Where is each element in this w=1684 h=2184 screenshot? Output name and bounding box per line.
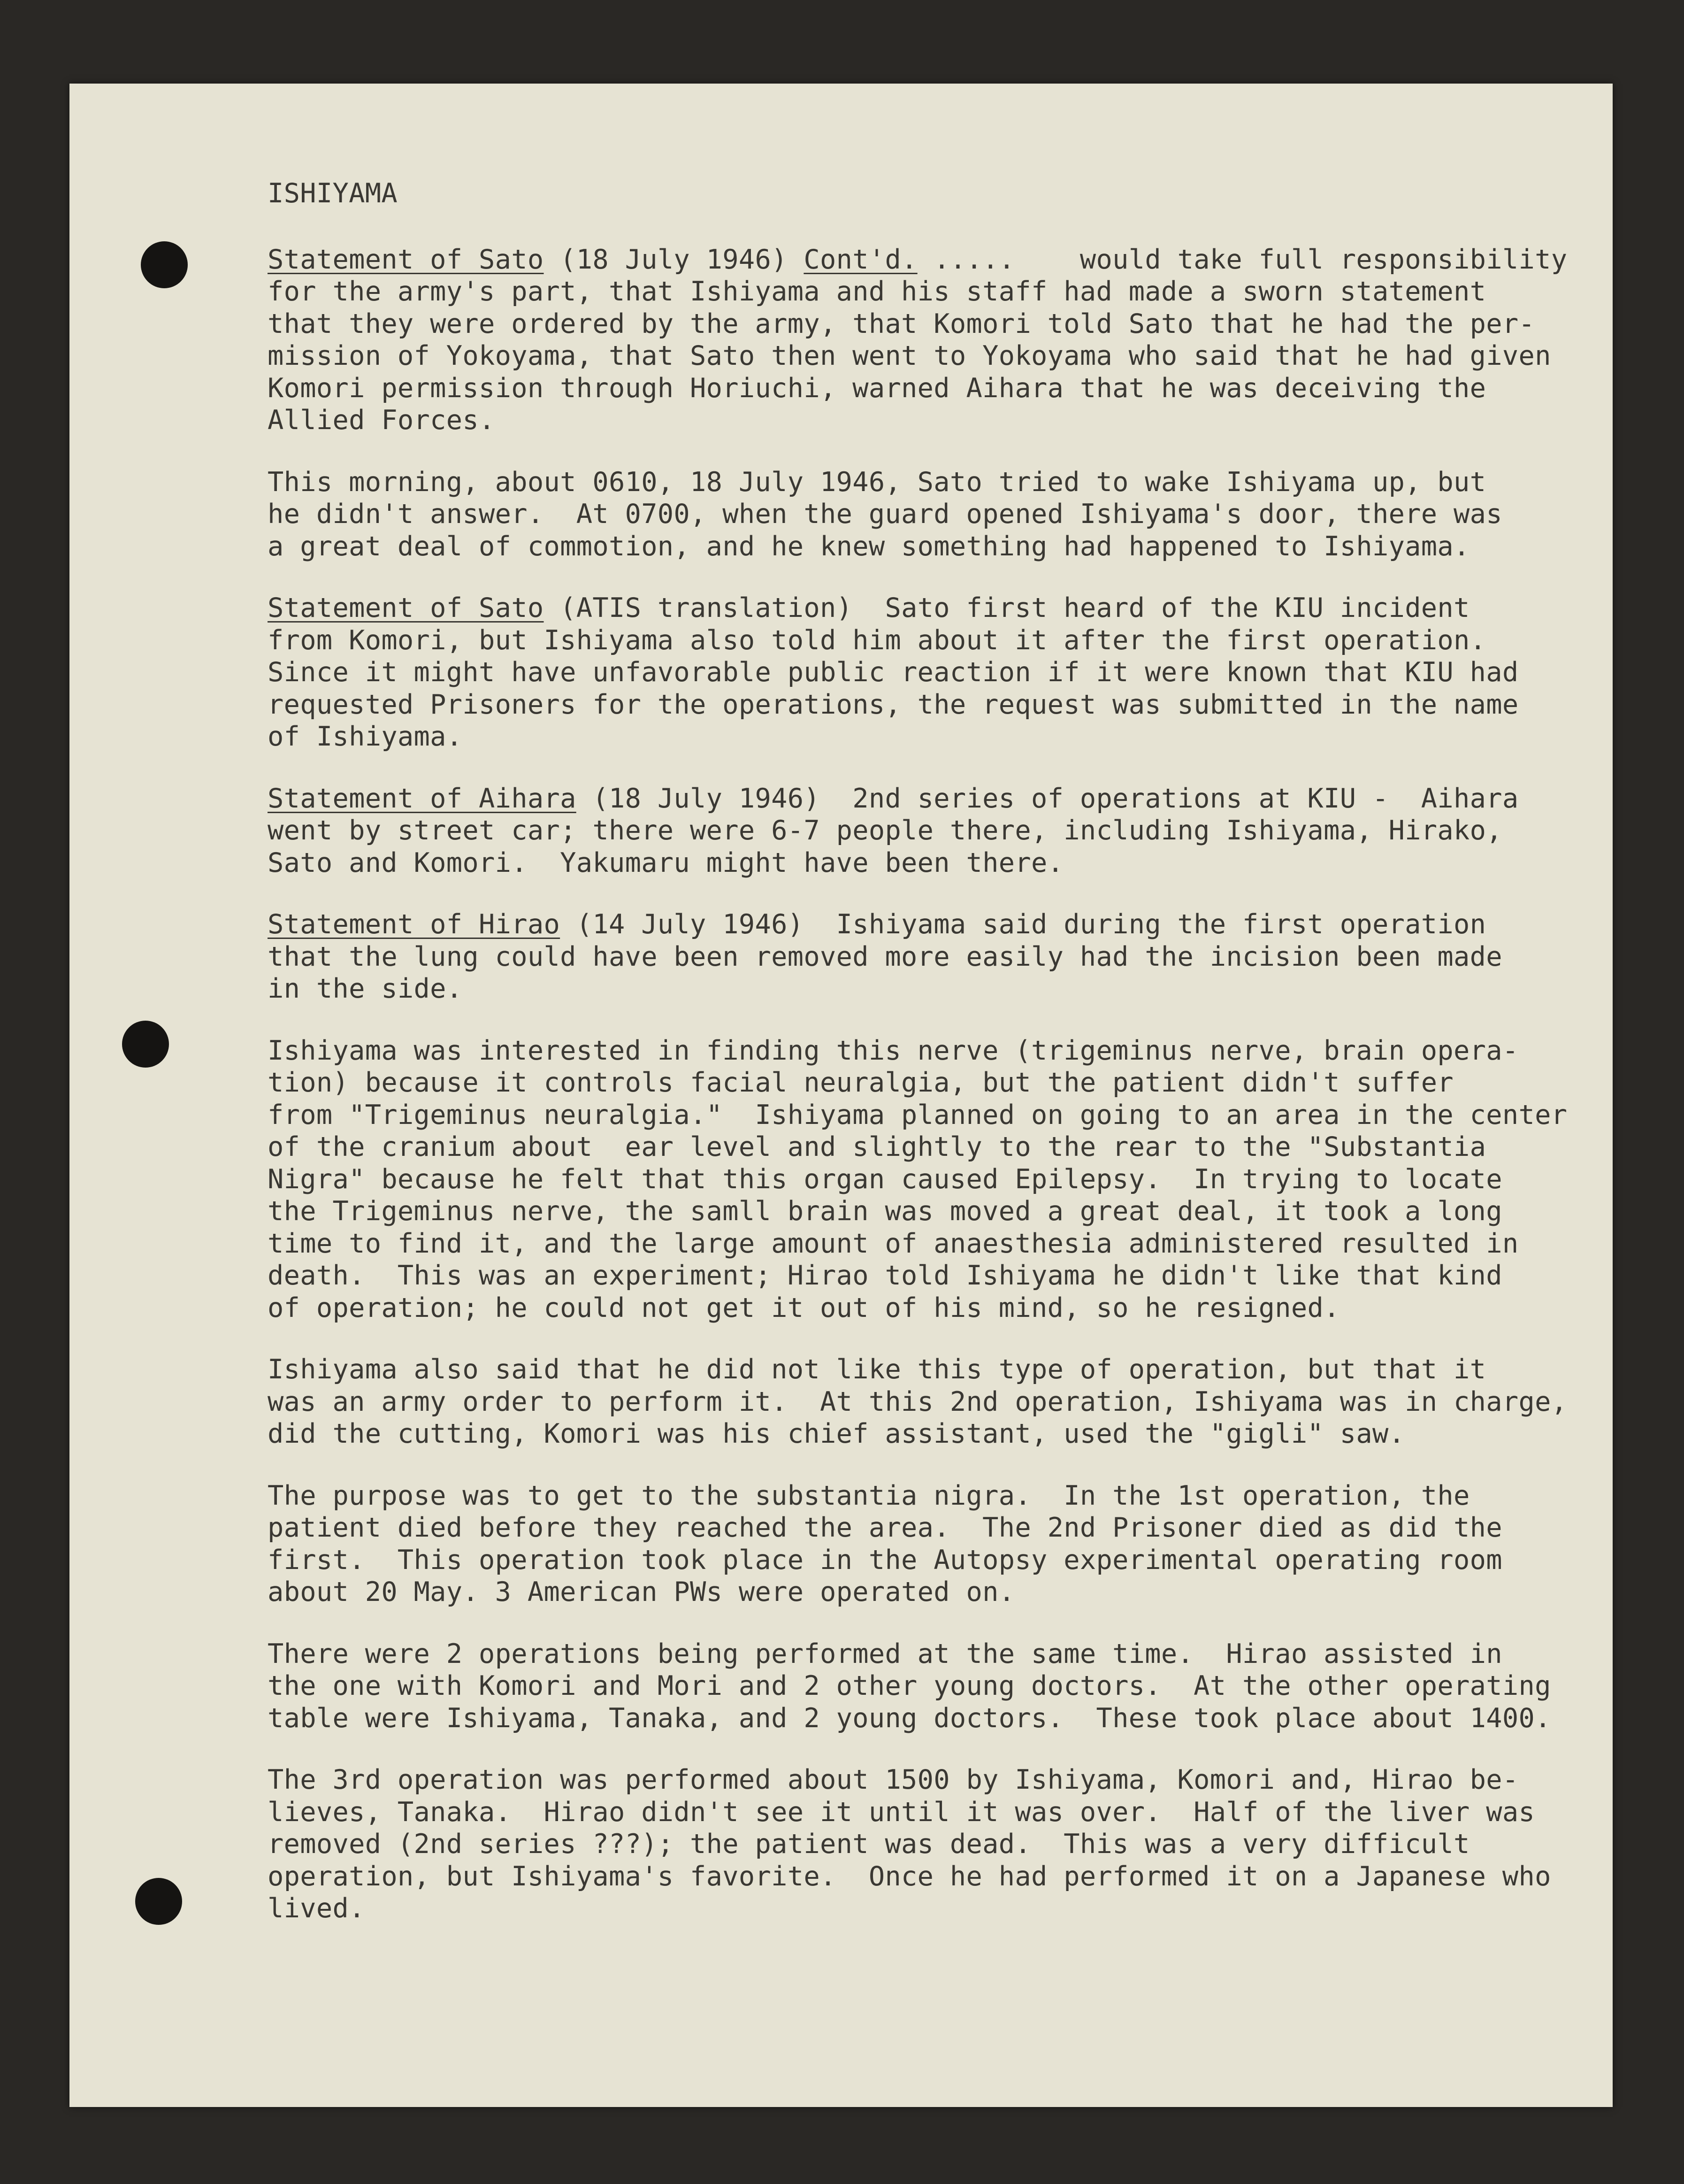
text-line <box>268 404 1629 437</box>
line-text: removed (2nd series ???); the patient was dead. This was a very difficult <box>268 1829 1470 1860</box>
text-line <box>268 276 1629 308</box>
line-text: was an army order to perform it. At this 2nd operation, Ishiyama was in charge, <box>268 1386 1568 1417</box>
line-text: the one with Komori and Mori and 2 other young doctors. At the other operating <box>268 1670 1551 1701</box>
statement-heading: Statement of Aihara <box>268 783 576 814</box>
statement-heading: Statement of Sato <box>268 592 544 623</box>
text-line <box>268 1418 1629 1450</box>
text-line <box>268 466 1629 499</box>
text-line <box>268 1638 1629 1670</box>
line-text: lived. <box>268 1893 365 1924</box>
line-text: death. This was an experiment; Hirao told Ishiyama he didn't like that kind <box>268 1260 1502 1291</box>
text-line <box>268 1386 1629 1418</box>
statement-heading: Statement of Sato <box>268 244 544 275</box>
line-text: Ishiyama also said that he did not like this type of operation, but that it <box>268 1354 1486 1385</box>
text-line <box>268 1764 1629 1796</box>
paragraph <box>268 908 1629 1005</box>
line-text: for the army's part, that Ishiyama and his staff had made a sworn statement <box>268 276 1486 307</box>
text-line <box>268 372 1629 405</box>
paragraph <box>268 244 1629 437</box>
line-text: Ishiyama was interested in finding this nerve (trigeminus nerve, brain opera- <box>268 1035 1519 1066</box>
line-text: went by street car; there were 6-7 people there, including Ishiyama, Hirako, <box>268 815 1502 846</box>
line-text: operation, but Ishiyama's favorite. Once he had performed it on a Japanese who <box>268 1861 1551 1892</box>
text-line <box>268 941 1629 973</box>
punch-hole-middle <box>122 1021 169 1068</box>
text-line <box>268 1353 1629 1386</box>
text-line <box>268 340 1629 372</box>
paragraph-list <box>268 244 1629 1925</box>
text-line <box>268 973 1629 1005</box>
text-line <box>268 498 1629 531</box>
line-text: first. This operation took place in the Autopsy experimental operating room <box>268 1544 1502 1576</box>
text-line <box>268 1228 1629 1260</box>
line-text: ..... would take full responsibility <box>917 244 1568 275</box>
paragraph <box>268 592 1629 753</box>
line-text: patient died before they reached the area. The 2nd Prisoner died as did the <box>268 1512 1502 1543</box>
text-line <box>268 1292 1629 1324</box>
line-text: did the cutting, Komori was his chief assistant, used the "gigli" saw. <box>268 1418 1405 1449</box>
punch-hole-bottom <box>135 1878 182 1925</box>
line-text: he didn't answer. At 0700, when the guard opened Ishiyama's door, there was <box>268 499 1502 530</box>
page-heading: ISHIYAMA <box>268 178 398 209</box>
line-text: lieves, Tanaka. Hirao didn't see it until it was over. Half of the liver was <box>268 1796 1535 1828</box>
line-text: that they were ordered by the army, that Komori told Sato that he had the per- <box>268 308 1535 339</box>
line-text: that the lung could have been removed more easily had the incision been made <box>268 941 1502 972</box>
text-line <box>268 1892 1629 1925</box>
text-line <box>268 1131 1629 1163</box>
line-text: Allied Forces. <box>268 405 495 436</box>
text-line <box>268 908 1629 941</box>
line-text: from "Trigeminus neuralgia." Ishiyama planned on going to an area in the center <box>268 1099 1568 1130</box>
text-line <box>268 1670 1629 1702</box>
paragraph <box>268 783 1629 879</box>
line-text: in the side. <box>268 973 463 1004</box>
paragraph <box>268 1638 1629 1735</box>
statement-heading: Statement of Hirao <box>268 909 560 940</box>
line-text: of Ishiyama. <box>268 721 463 752</box>
document-page <box>69 84 1613 2107</box>
line-text: The 3rd operation was performed about 1500 by Ishiyama, Komori and, Hirao be- <box>268 1764 1519 1795</box>
text-line <box>268 1260 1629 1292</box>
text-line <box>268 1099 1629 1131</box>
paragraph <box>268 1353 1629 1450</box>
text-line <box>268 308 1629 340</box>
text-line <box>268 1796 1629 1829</box>
paragraph <box>268 466 1629 563</box>
text-line <box>268 847 1629 879</box>
line-text: This morning, about 0610, 18 July 1946, Sato tried to wake Ishiyama up, but <box>268 466 1486 498</box>
punch-hole-top <box>141 241 188 288</box>
line-text: table were Ishiyama, Tanaka, and 2 young doctors. These took place about 1400. <box>268 1702 1551 1734</box>
text-line <box>268 656 1629 689</box>
line-text: There were 2 operations being performed at the same time. Hirao assisted in <box>268 1638 1502 1669</box>
text-line <box>268 624 1629 657</box>
text-line <box>268 1828 1629 1861</box>
text-line <box>268 1067 1629 1099</box>
text-line <box>268 531 1629 563</box>
text-line <box>268 783 1629 815</box>
paragraph <box>268 1764 1629 1925</box>
paragraph <box>268 1035 1629 1324</box>
text-line <box>268 1480 1629 1512</box>
text-line <box>268 1512 1629 1544</box>
text-line <box>268 815 1629 847</box>
line-text: mission of Yokoyama, that Sato then went to Yokoyama who said that he had given <box>268 340 1551 371</box>
line-text: The purpose was to get to the substantia nigra. In the 1st operation, the <box>268 1480 1470 1511</box>
line-text: a great deal of commotion, and he knew something had happened to Ishiyama. <box>268 531 1470 562</box>
text-line <box>268 244 1629 276</box>
text-line <box>268 689 1629 721</box>
document-body <box>268 177 1629 1925</box>
line-text: the Trigeminus nerve, the samll brain was moved a great deal, it took a long <box>268 1196 1502 1227</box>
text-line <box>268 1861 1629 1893</box>
line-text: Since it might have unfavorable public reaction if it were known that KIU had <box>268 657 1519 688</box>
line-text: (18 July 1946) <box>543 244 804 275</box>
text-line <box>268 1544 1629 1576</box>
text-line <box>268 592 1629 624</box>
line-text: of operation; he could not get it out of his mind, so he resigned. <box>268 1292 1340 1323</box>
line-text: from Komori, but Ishiyama also told him about it after the first operation. <box>268 624 1486 656</box>
line-text: Sato and Komori. Yakumaru might have been there. <box>268 847 1064 878</box>
line-text: (14 July 1946) Ishiyama said during the first operation <box>560 909 1486 940</box>
line-text: time to find it, and the large amount of anaesthesia administered resulted in <box>268 1228 1519 1259</box>
text-line <box>268 1702 1629 1735</box>
line-text: tion) because it controls facial neuralgia, but the patient didn't suffer <box>268 1067 1454 1098</box>
line-text: (18 July 1946) 2nd series of operations at KIU - Aihara <box>576 783 1519 814</box>
text-line <box>268 1163 1629 1196</box>
statement-heading: Cont'd. <box>804 244 918 275</box>
text-line <box>268 1576 1629 1608</box>
text-line <box>268 1035 1629 1067</box>
paragraph <box>268 1480 1629 1608</box>
text-line <box>268 1195 1629 1228</box>
line-text: Komori permission through Horiuchi, warned Aihara that he was deceiving the <box>268 372 1486 404</box>
line-text: Nigra" because he felt that this organ caused Epilepsy. In trying to locate <box>268 1163 1502 1195</box>
line-text: about 20 May. 3 American PWs were operated on. <box>268 1576 1015 1607</box>
text-line <box>268 721 1629 753</box>
line-text: (ATIS translation) Sato first heard of the KIU incident <box>543 592 1470 623</box>
line-text: of the cranium about ear level and slightly to the rear to the "Substantia <box>268 1131 1486 1162</box>
line-text: requested Prisoners for the operations, the request was submitted in the name <box>268 689 1519 720</box>
